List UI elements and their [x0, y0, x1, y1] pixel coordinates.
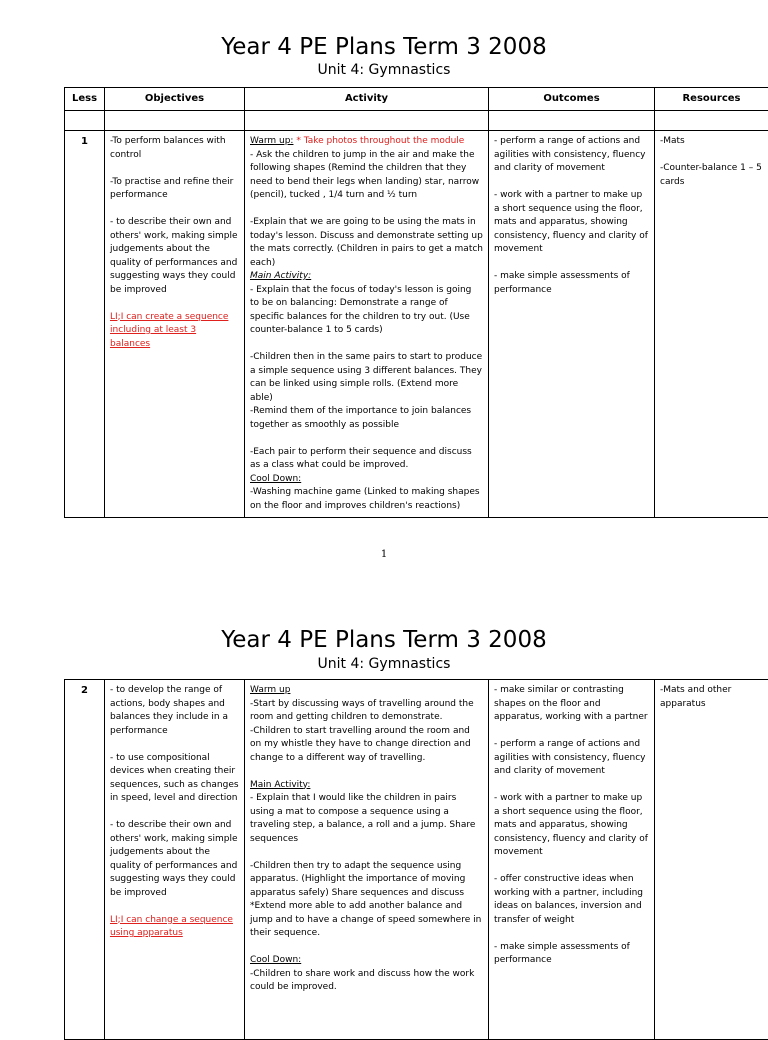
outcome-item: - work with a partner to make up a short sequence using the floor, mats and apparatus, showing consistency, fluency and clarity of movement: [494, 189, 649, 257]
outcome-item: - work with a partner to make up a short sequence using the floor, mats and apparatus, showing consistency, fluency and clarity of movement: [494, 792, 649, 860]
main-activity-heading: Main Activity:: [250, 779, 483, 793]
learning-intention: LI;I can create a sequence including at least 3 balances: [110, 311, 239, 352]
activity-text: *Extend more able to add another balance and jump and to have a change of speed somewhere in their sequence.: [250, 900, 483, 941]
activity-cell: [245, 680, 489, 1040]
header-objectives: Objectives: [105, 88, 245, 111]
objective-item: - to develop the range of actions, body shapes and balances they include in a performance: [110, 684, 239, 738]
activity-text: -Each pair to perform their sequence and discuss as a class what could be improved.: [250, 446, 483, 473]
activity-cell: [245, 131, 489, 518]
page-subtitle: Unit 4: Gymnastics: [0, 656, 768, 672]
objective-item: - to use compositional devices when creating their sequences, such as changes in speed, level and direction: [110, 752, 239, 806]
outcome-item: - make similar or contrasting shapes on the floor and apparatus, working with a partner: [494, 684, 649, 725]
activity-text: -Children then in the same pairs to start to produce a simple sequence using 3 different balances. They can be linked using simple rolls. (Extend more able): [250, 351, 483, 405]
header-activity: Activity: [245, 88, 489, 111]
warmup-heading: Warm up: [250, 684, 483, 698]
lesson-number: 2: [65, 680, 105, 1040]
resource-item: -Counter-balance 1 – 5 cards: [660, 162, 763, 189]
lesson-number: 1: [65, 131, 105, 518]
table-row: [65, 680, 768, 1040]
outcome-item: - offer constructive ideas when working with a partner, including ideas on balances, inversion and transfer of weight: [494, 873, 649, 927]
outcome-item: - make simple assessments of performance: [494, 270, 649, 297]
table-row: [65, 131, 768, 518]
learning-intention: LI;I can change a sequence using apparatus: [110, 914, 239, 941]
activity-text: - Explain that the focus of today's lesson is going to be on balancing: Demonstrate a range of specific balances for the children to try out. (Use counter-balance 1 to 5 cards): [250, 284, 483, 338]
activity-text: -Children to start travelling around the room and on my whistle they have to change direction and change to a different way of travelling.: [250, 725, 483, 766]
photo-note: * Take photos throughout the module: [293, 136, 464, 146]
page-title: Year 4 PE Plans Term 3 2008: [0, 627, 768, 653]
activity-text: -Start by discussing ways of travelling around the room and getting children to demonstrate.: [250, 698, 483, 725]
activity-text: -Washing machine game (Linked to making shapes on the floor and improves children's reactions): [250, 486, 483, 513]
activity-text: -Children to share work and discuss how the work could be improved.: [250, 968, 483, 995]
objectives-cell: [105, 131, 245, 518]
warmup-heading: Warm up:: [250, 136, 293, 146]
lesson-plan-table: [64, 87, 768, 518]
resources-cell: [655, 131, 768, 518]
header-outcomes: Outcomes: [489, 88, 655, 111]
resources-cell: [655, 680, 768, 1040]
page-subtitle: Unit 4: Gymnastics: [0, 62, 768, 78]
activity-text: -Explain that we are going to be using the mats in today's lesson. Discuss and demonstrate setting up the mats correctly. (Children in pairs to get a match each): [250, 216, 483, 270]
outcome-item: - make simple assessments of performance: [494, 941, 649, 968]
table-header-row: [65, 88, 768, 111]
outcome-item: - perform a range of actions and agilities with consistency, fluency and clarity of movement: [494, 738, 649, 779]
page-number: 1: [0, 549, 768, 560]
page-title: Year 4 PE Plans Term 3 2008: [0, 34, 768, 60]
cool-down-heading: Cool Down:: [250, 473, 483, 487]
resource-item: -Mats: [660, 135, 763, 149]
objective-item: - to describe their own and others' work, making simple judgements about the quality of performances and suggesting ways they could be improved: [110, 819, 239, 900]
objective-item: - to describe their own and others' work, making simple judgements about the quality of performances and suggesting ways they could be improved: [110, 216, 239, 297]
objectives-cell: [105, 680, 245, 1040]
activity-text: -Remind them of the importance to join balances together as smoothly as possible: [250, 405, 483, 432]
activity-text: -Children then try to adapt the sequence using apparatus. (Highlight the importance of moving apparatus safely) Share sequences and discuss: [250, 860, 483, 901]
main-activity-heading: Main Activity:: [250, 270, 483, 284]
resource-item: -Mats and other apparatus: [660, 684, 763, 711]
header-resources: Resources: [655, 88, 768, 111]
activity-text: - Explain that I would like the children in pairs using a mat to compose a sequence using a traveling step, a balance, a roll and a jump. Share sequences: [250, 792, 483, 846]
objective-item: -To practise and refine their performance: [110, 176, 239, 203]
objective-item: -To perform balances with control: [110, 135, 239, 162]
activity-text: - Ask the children to jump in the air and make the following shapes (Remind the children that they need to bend their legs when landing) star, narrow (pencil), tucked , 1/4 turn and ½ turn: [250, 149, 483, 203]
header-lesson: Less: [65, 88, 105, 111]
outcomes-cell: [489, 131, 655, 518]
outcomes-cell: [489, 680, 655, 1040]
cool-down-heading: Cool Down:: [250, 954, 483, 968]
lesson-plan-table: [64, 679, 768, 1040]
outcome-item: - perform a range of actions and agilities with consistency, fluency and clarity of movement: [494, 135, 649, 176]
spacer-row: [65, 111, 768, 131]
